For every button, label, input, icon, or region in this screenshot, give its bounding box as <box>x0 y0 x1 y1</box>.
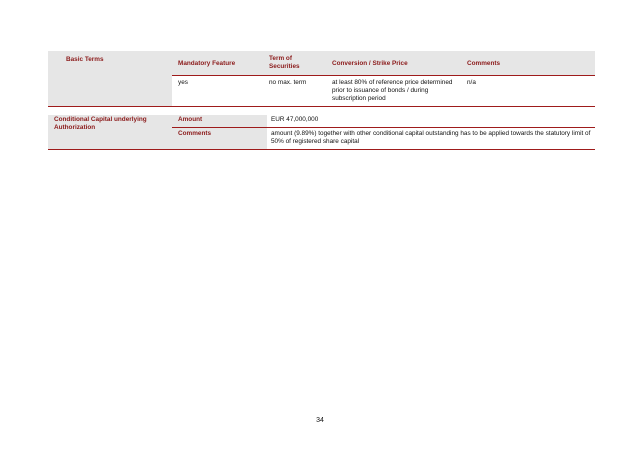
row-mandatory-feature: yes <box>178 79 188 86</box>
header-divider <box>172 75 595 76</box>
amount-label: Amount <box>178 116 203 123</box>
header-comments: Comments <box>467 60 501 67</box>
amount-divider <box>172 127 595 128</box>
row-term-of-securities: no max. term <box>269 79 307 86</box>
comments-label: Comments <box>178 130 212 137</box>
page-number: 34 <box>316 417 324 424</box>
row-comments: n/a <box>467 79 476 86</box>
basic-terms-bottom-divider <box>48 106 595 107</box>
header-conversion-strike-price: Conversion / Strike Price <box>332 60 408 67</box>
conditional-capital-section-label: Conditional Capital underlying Authorization <box>54 116 147 131</box>
basic-terms-section-label: Basic Terms <box>66 56 104 63</box>
comments-value: amount (9.89%) together with other conditional capital outstanding has to be applied towards the statutory limit of 50% of registered share capital <box>271 130 591 145</box>
header-term-of-securities: Term of Securities <box>269 55 300 70</box>
conditional-capital-bottom-divider <box>48 149 595 150</box>
header-mandatory-feature: Mandatory Feature <box>178 60 236 67</box>
row-conversion-strike-price: at least 80% of reference price determined prior to issuance of bonds / during subscription period <box>332 79 453 102</box>
amount-value: EUR 47,000,000 <box>271 116 319 123</box>
